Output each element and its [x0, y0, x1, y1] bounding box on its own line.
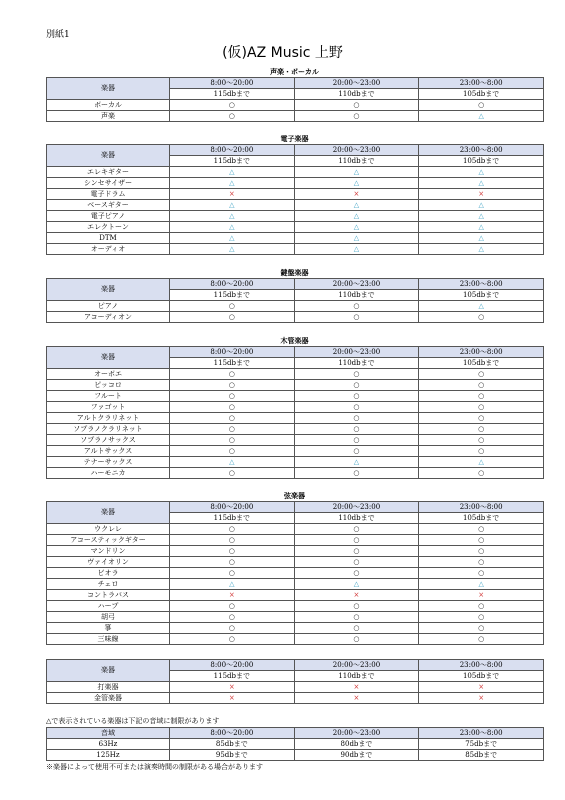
header-db-limit: 115dbまで — [170, 671, 295, 682]
availability-mark: ○ — [170, 312, 295, 323]
table-row — [47, 590, 544, 601]
table-row — [47, 178, 544, 189]
section-title: 弦楽器 — [284, 491, 305, 500]
instrument-name: 三味線 — [47, 634, 170, 645]
table-row — [47, 424, 544, 435]
availability-mark: △ — [419, 178, 544, 189]
header-time: 8:00～20:00 — [170, 347, 295, 358]
availability-mark: ○ — [419, 568, 544, 579]
availability-mark: △ — [170, 200, 295, 211]
instrument-name: チェロ — [47, 579, 170, 590]
instrument-name: 声楽 — [47, 111, 170, 122]
header-db-limit: 105dbまで — [419, 89, 544, 100]
header-db-limit: 115dbまで — [170, 513, 295, 524]
availability-mark: ○ — [170, 524, 295, 535]
header-instrument: 楽器 — [47, 78, 170, 100]
instrument-name: アルトクラリネット — [47, 413, 170, 424]
availability-mark: ○ — [419, 380, 544, 391]
table-row — [47, 446, 544, 457]
availability-mark: ○ — [170, 369, 295, 380]
header-time: 23:00～8:00 — [419, 660, 544, 671]
header-db-limit: 110dbまで — [294, 358, 419, 369]
instrument-section — [46, 659, 543, 704]
instrument-section — [46, 134, 543, 255]
header-db-limit: 110dbまで — [294, 156, 419, 167]
availability-mark: ○ — [419, 402, 544, 413]
db-limit: 85dbまで — [419, 750, 544, 761]
availability-mark: ○ — [294, 524, 419, 535]
table-row — [47, 369, 544, 380]
availability-mark: ○ — [419, 634, 544, 645]
restriction-note: △で表示されている楽器は下記の音域に制限があります — [46, 717, 220, 725]
availability-mark: ○ — [419, 524, 544, 535]
instrument-name: オーボエ — [47, 369, 170, 380]
instrument-name: 金管楽器 — [47, 693, 170, 704]
table-row — [47, 535, 544, 546]
instrument-name: エレキギター — [47, 167, 170, 178]
header-db-limit: 115dbまで — [170, 290, 295, 301]
availability-mark: △ — [170, 244, 295, 255]
availability-mark: ○ — [419, 435, 544, 446]
header-db-limit: 105dbまで — [419, 358, 544, 369]
section-title: 声楽・ボーカル — [270, 67, 319, 76]
table-row — [47, 100, 544, 111]
header-time: 23:00～8:00 — [419, 279, 544, 290]
header-time: 20:00～23:00 — [294, 502, 419, 513]
availability-mark: ○ — [170, 100, 295, 111]
availability-mark: ○ — [170, 623, 295, 634]
availability-mark: ○ — [419, 612, 544, 623]
availability-mark: △ — [294, 178, 419, 189]
availability-mark: △ — [294, 244, 419, 255]
table-row — [47, 750, 544, 761]
header-db-limit: 115dbまで — [170, 358, 295, 369]
availability-mark: ○ — [294, 312, 419, 323]
availability-mark: ○ — [294, 402, 419, 413]
instrument-table — [46, 144, 544, 255]
availability-mark: △ — [170, 222, 295, 233]
table-row — [47, 402, 544, 413]
availability-mark: △ — [170, 457, 295, 468]
table-row — [47, 682, 544, 693]
instrument-name: コントラバス — [47, 590, 170, 601]
availability-mark: △ — [294, 211, 419, 222]
instrument-name: アルトサックス — [47, 446, 170, 457]
instrument-table — [46, 659, 544, 704]
header-db-limit: 110dbまで — [294, 513, 419, 524]
availability-mark: ○ — [294, 301, 419, 312]
table-row — [47, 634, 544, 645]
table-row — [47, 623, 544, 634]
availability-mark: × — [294, 693, 419, 704]
availability-mark: ○ — [170, 413, 295, 424]
header-db-limit: 105dbまで — [419, 513, 544, 524]
availability-mark: ○ — [419, 601, 544, 612]
availability-mark: △ — [170, 233, 295, 244]
header-db-limit: 105dbまで — [419, 156, 544, 167]
header-time: 20:00～23:00 — [294, 78, 419, 89]
header-time: 23:00～8:00 — [419, 347, 544, 358]
table-row — [47, 568, 544, 579]
table-row — [47, 391, 544, 402]
header-db-limit: 110dbまで — [294, 671, 419, 682]
availability-mark: ○ — [170, 391, 295, 402]
db-limit: 85dbまで — [170, 739, 295, 750]
instrument-name: ピアノ — [47, 301, 170, 312]
annex-label: 別紙1 — [46, 30, 70, 40]
availability-mark: ○ — [170, 301, 295, 312]
availability-mark: ○ — [419, 100, 544, 111]
availability-mark: △ — [170, 167, 295, 178]
availability-mark: ○ — [294, 446, 419, 457]
table-row — [47, 211, 544, 222]
availability-mark: ○ — [419, 413, 544, 424]
header-time: 23:00～8:00 — [419, 78, 544, 89]
availability-mark: △ — [419, 301, 544, 312]
header-db-limit: 110dbまで — [294, 89, 419, 100]
availability-mark: △ — [294, 233, 419, 244]
table-row — [47, 167, 544, 178]
instrument-name: 胡弓 — [47, 612, 170, 623]
instrument-name: 箏 — [47, 623, 170, 634]
instrument-name: 電子ドラム — [47, 189, 170, 200]
availability-mark: △ — [419, 111, 544, 122]
instrument-name: ボーカル — [47, 100, 170, 111]
availability-mark: ○ — [170, 535, 295, 546]
header-time: 23:00～8:00 — [419, 728, 544, 739]
header-db-limit: 105dbまで — [419, 290, 544, 301]
availability-mark: △ — [419, 200, 544, 211]
header-time: 20:00～23:00 — [294, 279, 419, 290]
instrument-name: ベースギター — [47, 200, 170, 211]
table-row — [47, 579, 544, 590]
table-row — [47, 200, 544, 211]
table-row — [47, 612, 544, 623]
availability-mark: ○ — [170, 601, 295, 612]
availability-mark: △ — [294, 457, 419, 468]
header-time: 8:00～20:00 — [170, 660, 295, 671]
header-instrument: 楽器 — [47, 502, 170, 524]
availability-mark: × — [294, 590, 419, 601]
instrument-table — [46, 278, 544, 323]
availability-mark: △ — [419, 233, 544, 244]
table-row — [47, 546, 544, 557]
availability-mark: ○ — [294, 557, 419, 568]
instrument-name: ヴァイオリン — [47, 557, 170, 568]
instrument-name: 電子ピアノ — [47, 211, 170, 222]
availability-mark: ○ — [170, 435, 295, 446]
table-row — [47, 601, 544, 612]
page-title: (仮)AZ Music 上野 — [222, 45, 343, 61]
availability-mark: × — [294, 682, 419, 693]
table-row — [47, 111, 544, 122]
range-table — [46, 727, 544, 761]
availability-mark: ○ — [294, 369, 419, 380]
header-range: 音域 — [47, 728, 170, 739]
instrument-name: テナーサックス — [47, 457, 170, 468]
frequency: 125Hz — [47, 750, 170, 761]
availability-mark: ○ — [419, 546, 544, 557]
header-time: 8:00～20:00 — [170, 279, 295, 290]
header-instrument: 楽器 — [47, 660, 170, 682]
availability-mark: ○ — [294, 634, 419, 645]
table-row — [47, 739, 544, 750]
instrument-name: ソプラノクラリネット — [47, 424, 170, 435]
instrument-name: ファゴット — [47, 402, 170, 413]
table-row — [47, 244, 544, 255]
instrument-name: 打楽器 — [47, 682, 170, 693]
availability-mark: △ — [419, 579, 544, 590]
availability-mark: △ — [419, 211, 544, 222]
header-db-limit: 110dbまで — [294, 290, 419, 301]
availability-mark: ○ — [419, 369, 544, 380]
availability-mark: × — [170, 682, 295, 693]
availability-mark: ○ — [170, 557, 295, 568]
availability-mark: ○ — [294, 612, 419, 623]
availability-mark: △ — [294, 200, 419, 211]
header-time: 23:00～8:00 — [419, 145, 544, 156]
instrument-name: エレクトーン — [47, 222, 170, 233]
header-time: 8:00～20:00 — [170, 728, 295, 739]
header-time: 8:00～20:00 — [170, 502, 295, 513]
instrument-section — [46, 491, 543, 645]
availability-mark: △ — [294, 167, 419, 178]
db-limit: 95dbまで — [170, 750, 295, 761]
range-table-section — [46, 727, 543, 761]
availability-mark: ○ — [170, 111, 295, 122]
instrument-section — [46, 268, 543, 323]
table-row — [47, 233, 544, 244]
header-time: 23:00～8:00 — [419, 502, 544, 513]
availability-mark: △ — [419, 244, 544, 255]
instrument-name: ビオラ — [47, 568, 170, 579]
availability-mark: ○ — [294, 424, 419, 435]
availability-mark: ○ — [419, 623, 544, 634]
availability-mark: ○ — [170, 446, 295, 457]
availability-mark: △ — [294, 222, 419, 233]
instrument-name: アコーディオン — [47, 312, 170, 323]
db-limit: 90dbまで — [294, 750, 419, 761]
table-row — [47, 380, 544, 391]
table-row — [47, 457, 544, 468]
availability-mark: ○ — [170, 612, 295, 623]
instrument-name: オーディオ — [47, 244, 170, 255]
availability-mark: △ — [294, 579, 419, 590]
instrument-name: シンセサイザー — [47, 178, 170, 189]
availability-mark: △ — [419, 167, 544, 178]
header-db-limit: 115dbまで — [170, 156, 295, 167]
instrument-section — [46, 67, 543, 122]
header-instrument: 楽器 — [47, 279, 170, 301]
instrument-name: ソプラノサックス — [47, 435, 170, 446]
instrument-table — [46, 501, 544, 645]
header-time: 20:00～23:00 — [294, 347, 419, 358]
header-db-limit: 105dbまで — [419, 671, 544, 682]
availability-mark: ○ — [170, 546, 295, 557]
table-row — [47, 312, 544, 323]
availability-mark: × — [419, 682, 544, 693]
availability-mark: ○ — [294, 391, 419, 402]
availability-mark: × — [170, 590, 295, 601]
header-time: 20:00～23:00 — [294, 728, 419, 739]
header-time: 20:00～23:00 — [294, 145, 419, 156]
header-instrument: 楽器 — [47, 347, 170, 369]
availability-mark: △ — [170, 579, 295, 590]
availability-mark: ○ — [294, 111, 419, 122]
header-time: 8:00～20:00 — [170, 145, 295, 156]
instrument-name: マンドリン — [47, 546, 170, 557]
instrument-table — [46, 346, 544, 479]
instrument-name: アコースティックギター — [47, 535, 170, 546]
availability-mark: ○ — [294, 568, 419, 579]
availability-mark: ○ — [294, 535, 419, 546]
table-row — [47, 468, 544, 479]
instrument-section — [46, 336, 543, 479]
availability-mark: × — [294, 189, 419, 200]
availability-mark: ○ — [170, 402, 295, 413]
availability-mark: ○ — [419, 391, 544, 402]
availability-mark: ○ — [294, 380, 419, 391]
availability-mark: ○ — [294, 546, 419, 557]
availability-mark: ○ — [419, 557, 544, 568]
availability-mark: △ — [170, 178, 295, 189]
footnote: ※楽器によって使用不可または演奏時間の制限がある場合があります — [46, 763, 263, 771]
availability-mark: ○ — [419, 468, 544, 479]
availability-mark: ○ — [170, 424, 295, 435]
section-title: 木管楽器 — [280, 336, 309, 345]
section-title: 鍵盤楽器 — [280, 268, 309, 277]
instrument-name: DTM — [47, 233, 170, 244]
availability-mark: ○ — [294, 601, 419, 612]
instrument-table — [46, 77, 544, 122]
header-instrument: 楽器 — [47, 145, 170, 167]
instrument-name: ピッコロ — [47, 380, 170, 391]
instrument-name: ハーモニカ — [47, 468, 170, 479]
instrument-name: ウクレレ — [47, 524, 170, 535]
availability-mark: ○ — [170, 568, 295, 579]
availability-mark: × — [419, 189, 544, 200]
availability-mark: △ — [419, 222, 544, 233]
availability-mark: ○ — [170, 634, 295, 645]
availability-mark: ○ — [419, 424, 544, 435]
table-row — [47, 693, 544, 704]
availability-mark: ○ — [419, 535, 544, 546]
availability-mark: ○ — [294, 100, 419, 111]
availability-mark: ○ — [294, 468, 419, 479]
table-row — [47, 524, 544, 535]
availability-mark: ○ — [294, 435, 419, 446]
header-db-limit: 115dbまで — [170, 89, 295, 100]
table-row — [47, 435, 544, 446]
availability-mark: ○ — [419, 446, 544, 457]
table-row — [47, 557, 544, 568]
availability-mark: × — [170, 693, 295, 704]
frequency: 63Hz — [47, 739, 170, 750]
availability-mark: × — [419, 693, 544, 704]
instrument-name: ハープ — [47, 601, 170, 612]
availability-mark: ○ — [170, 380, 295, 391]
availability-mark: ○ — [294, 413, 419, 424]
table-row — [47, 222, 544, 233]
availability-mark: △ — [170, 211, 295, 222]
availability-mark: ○ — [419, 312, 544, 323]
db-limit: 80dbまで — [294, 739, 419, 750]
header-time: 8:00～20:00 — [170, 78, 295, 89]
table-row — [47, 413, 544, 424]
instrument-name: フルート — [47, 391, 170, 402]
availability-mark: ○ — [170, 468, 295, 479]
table-row — [47, 301, 544, 312]
table-row — [47, 189, 544, 200]
availability-mark: ○ — [294, 623, 419, 634]
section-title: 電子楽器 — [280, 134, 309, 143]
availability-mark: × — [419, 590, 544, 601]
header-time: 20:00～23:00 — [294, 660, 419, 671]
availability-mark: × — [170, 189, 295, 200]
availability-mark: △ — [419, 457, 544, 468]
db-limit: 75dbまで — [419, 739, 544, 750]
